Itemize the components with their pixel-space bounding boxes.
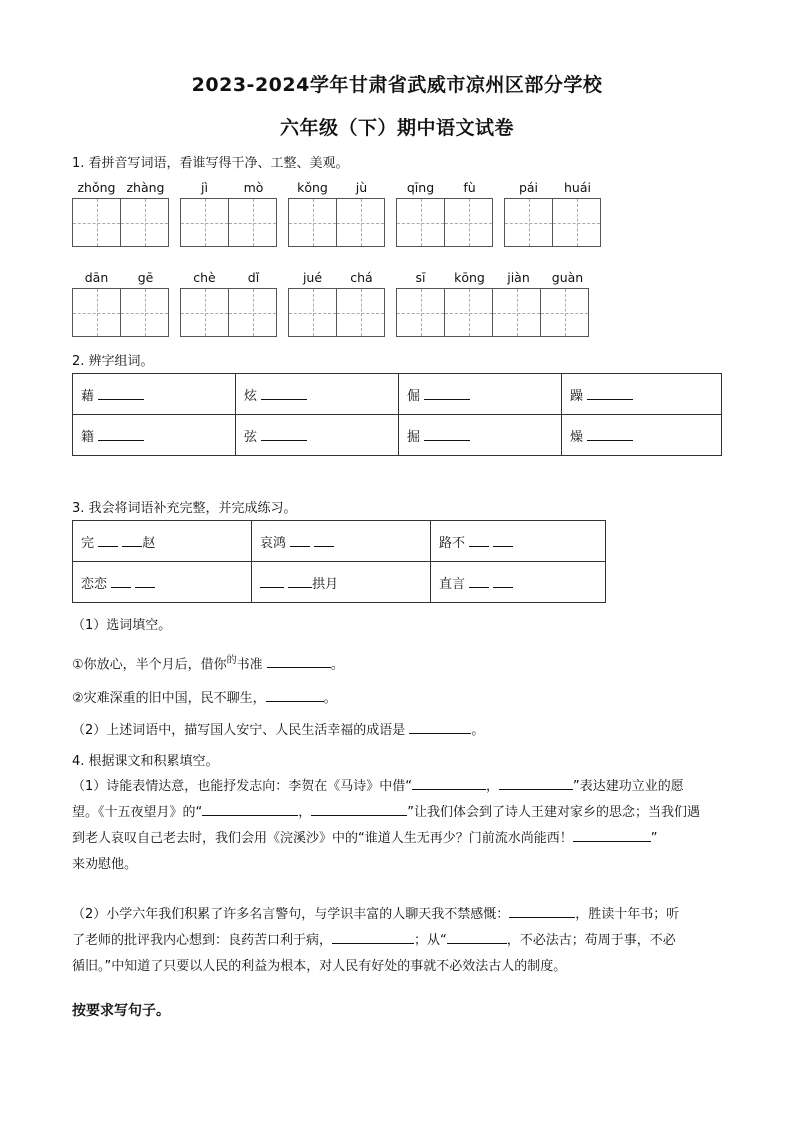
fill1-superscript: 的 <box>226 655 237 666</box>
pinyin-syllable: jué <box>302 270 323 285</box>
writing-cell[interactable] <box>228 288 277 337</box>
q4-text: ，不必法古；苟周于事，不必 <box>506 933 676 948</box>
pinyin-syllable: chá <box>350 270 373 285</box>
pinyin-syllable: jì <box>201 180 208 195</box>
answer-blank[interactable] <box>261 428 307 441</box>
writing-cell[interactable] <box>396 198 445 247</box>
answer-blank[interactable] <box>314 534 334 547</box>
q2-cell <box>399 374 562 415</box>
sub2-end: 。 <box>471 723 485 738</box>
q4-p2-line2 <box>72 928 724 954</box>
writing-cell[interactable] <box>228 198 277 247</box>
pinyin-syllable: mò <box>243 180 264 195</box>
answer-blank[interactable] <box>424 428 470 441</box>
writing-cell[interactable] <box>288 288 337 337</box>
answer-blank[interactable] <box>587 428 633 441</box>
answer-blank[interactable] <box>469 575 489 588</box>
q2-cell <box>73 415 236 456</box>
q3-cell <box>431 521 606 562</box>
q2-cell <box>562 374 722 415</box>
q3-pre: 路不 <box>439 535 466 551</box>
answer-blank[interactable] <box>311 803 407 816</box>
q3-cell <box>73 562 252 603</box>
q3-cell <box>252 521 431 562</box>
answer-blank[interactable] <box>135 575 155 588</box>
q4-p2-line1 <box>72 902 724 928</box>
q2-char: 藉 <box>81 388 95 404</box>
q4-text: （1）诗能表情达意，也能抒发志向：李贺在《马诗》中借“ <box>72 779 413 794</box>
q2-char: 掘 <box>407 429 421 445</box>
q2-char: 弦 <box>244 429 258 445</box>
q4-part2 <box>72 902 724 980</box>
q2-cell <box>236 374 399 415</box>
answer-blank[interactable] <box>509 905 575 918</box>
q2-char: 燥 <box>570 429 584 445</box>
q1-prompt: 1. 看拼音写词语，看谁写得干净、工整、美观。 <box>72 156 349 171</box>
pinyin-syllable: zhǒng <box>77 180 116 195</box>
pinyin-syllable: pái <box>518 180 539 195</box>
q2-cell <box>236 415 399 456</box>
q3-fill1 <box>72 651 344 672</box>
q2-char: 倔 <box>407 388 421 404</box>
answer-blank[interactable] <box>332 931 414 944</box>
section-heading: 按要求写句子。 <box>72 1003 170 1019</box>
fill1-text-b: 书准 <box>236 657 263 673</box>
pinyin-syllable: jiàn <box>507 270 530 285</box>
sub2-text: （2）上述词语中，描写国人安宁、人民生活幸福的成语是 <box>72 723 406 738</box>
pinyin-syllable: zhàng <box>126 180 165 195</box>
answer-blank[interactable] <box>260 575 284 588</box>
q4-text: ”表达建功立业的愿 <box>573 779 684 794</box>
writing-cell[interactable] <box>72 288 121 337</box>
answer-blank[interactable] <box>261 387 307 400</box>
q4-text: ”让我们体会到了诗人王建对家乡的思念；当我们遇 <box>407 805 701 820</box>
pinyin-syllable: jù <box>355 180 368 195</box>
q2-cell <box>562 415 722 456</box>
q4-text: 了老师的批评我内心想到：良药苦口利于病， <box>72 933 333 948</box>
q3-pre: 哀鸿 <box>260 535 287 551</box>
pinyin-syllable: sī <box>415 270 426 285</box>
writing-cell[interactable] <box>180 198 229 247</box>
q2-char: 籍 <box>81 429 95 445</box>
q4-text: ，胜读十年书；听 <box>575 907 680 922</box>
answer-blank[interactable] <box>98 534 118 547</box>
pinyin-syllable: dān <box>84 270 109 285</box>
q3-pre: 完 <box>81 535 95 551</box>
q4-p1-line1 <box>72 774 724 800</box>
writing-cell[interactable] <box>396 288 445 337</box>
answer-blank[interactable] <box>288 575 312 588</box>
q2-cell <box>73 374 236 415</box>
pinyin-syllable: dǐ <box>247 270 260 285</box>
exam-title-line2: 六年级（下）期中语文试卷 <box>279 117 514 139</box>
q2-table <box>72 373 722 456</box>
q4-p1-line2 <box>72 800 724 826</box>
writing-cell[interactable] <box>444 198 493 247</box>
q2-cell <box>399 415 562 456</box>
q4-text: ， <box>298 805 312 820</box>
q4-text: ， <box>486 779 500 794</box>
q3-pre: 直言 <box>439 576 466 592</box>
q4-p2-line3: 循旧。”中知道了只要以人民的利益为根本，对人民有好处的事就不必效法古人的制度。 <box>72 959 567 974</box>
fill2-text: ②灾难深重的旧中国，民不聊生， <box>72 691 266 706</box>
fill1-text-a: ①你放心，半个月后，借你 <box>72 657 227 673</box>
writing-cell[interactable] <box>180 288 229 337</box>
q4-text: ” <box>650 831 658 846</box>
q3-pre: 恋恋 <box>81 576 108 592</box>
q2-char: 炫 <box>244 388 258 404</box>
q4-text: 到老人哀叹自己老去时，我们会用《浣溪沙》中的“谁道人生无再少？门前流水尚能西！ <box>72 831 573 846</box>
q4-p1-line4: 来劝慰他。 <box>72 857 138 872</box>
writing-cell[interactable] <box>72 198 121 247</box>
q4-text: ；从“ <box>414 933 447 948</box>
answer-blank[interactable] <box>98 387 144 400</box>
q3-sub1: （1）选词填空。 <box>72 618 172 633</box>
fill2-end: 。 <box>323 691 337 706</box>
pinyin-syllable: gē <box>137 270 154 285</box>
q3-cell <box>252 562 431 603</box>
q3-post: 拱月 <box>312 576 339 592</box>
answer-blank[interactable] <box>499 777 573 790</box>
answer-blank[interactable] <box>469 534 489 547</box>
q3-sub2 <box>72 719 484 738</box>
q3-table <box>72 520 606 603</box>
q4-part1 <box>72 774 724 878</box>
q3-fill2 <box>72 687 337 706</box>
answer-blank[interactable] <box>587 387 633 400</box>
writing-cell[interactable] <box>120 288 169 337</box>
writing-cell[interactable] <box>552 198 601 247</box>
writing-cell[interactable] <box>492 288 541 337</box>
q4-text: 望。《十五夜望月》的“ <box>72 805 203 820</box>
q4-p1-line3 <box>72 826 724 852</box>
answer-blank[interactable] <box>266 689 324 702</box>
answer-blank[interactable] <box>493 534 513 547</box>
writing-cell[interactable] <box>288 198 337 247</box>
answer-blank[interactable] <box>409 721 471 734</box>
answer-blank[interactable] <box>98 428 144 441</box>
fill1-end: 。 <box>330 657 344 673</box>
answer-blank[interactable] <box>424 387 470 400</box>
q3-cell <box>431 562 606 603</box>
answer-blank[interactable] <box>111 575 131 588</box>
writing-cell[interactable] <box>540 288 589 337</box>
answer-blank[interactable] <box>267 655 331 668</box>
q4-prompt: 4. 根据课文和积累填空。 <box>72 754 219 769</box>
answer-blank[interactable] <box>122 534 142 547</box>
writing-cell[interactable] <box>336 288 385 337</box>
exam-title-line1: 2023-2024学年甘肃省武威市凉州区部分学校 <box>191 74 603 96</box>
answer-blank[interactable] <box>412 777 486 790</box>
answer-blank[interactable] <box>493 575 513 588</box>
pinyin-syllable: qīng <box>406 180 435 195</box>
q2-prompt: 2. 辨字组词。 <box>72 354 154 369</box>
answer-blank[interactable] <box>447 931 507 944</box>
answer-blank[interactable] <box>290 534 310 547</box>
q2-char: 躁 <box>570 388 584 404</box>
writing-cell[interactable] <box>504 198 553 247</box>
pinyin-syllable: fù <box>463 180 476 195</box>
q3-post: 赵 <box>142 535 156 551</box>
writing-cell[interactable] <box>120 198 169 247</box>
pinyin-syllable: guàn <box>551 270 584 285</box>
answer-blank[interactable] <box>573 829 651 842</box>
pinyin-syllable: chè <box>193 270 216 285</box>
q4-text: （2）小学六年我们积累了许多名言警句，与学识丰富的人聊天我不禁感慨： <box>72 907 510 922</box>
pinyin-syllable: huái <box>564 180 591 195</box>
q3-prompt: 3. 我会将词语补充完整，并完成练习。 <box>72 501 297 516</box>
pinyin-syllable: kǒng <box>297 180 328 195</box>
q3-cell <box>73 521 252 562</box>
writing-cell[interactable] <box>444 288 493 337</box>
pinyin-syllable: kōng <box>454 270 485 285</box>
answer-blank[interactable] <box>202 803 298 816</box>
writing-cell[interactable] <box>336 198 385 247</box>
